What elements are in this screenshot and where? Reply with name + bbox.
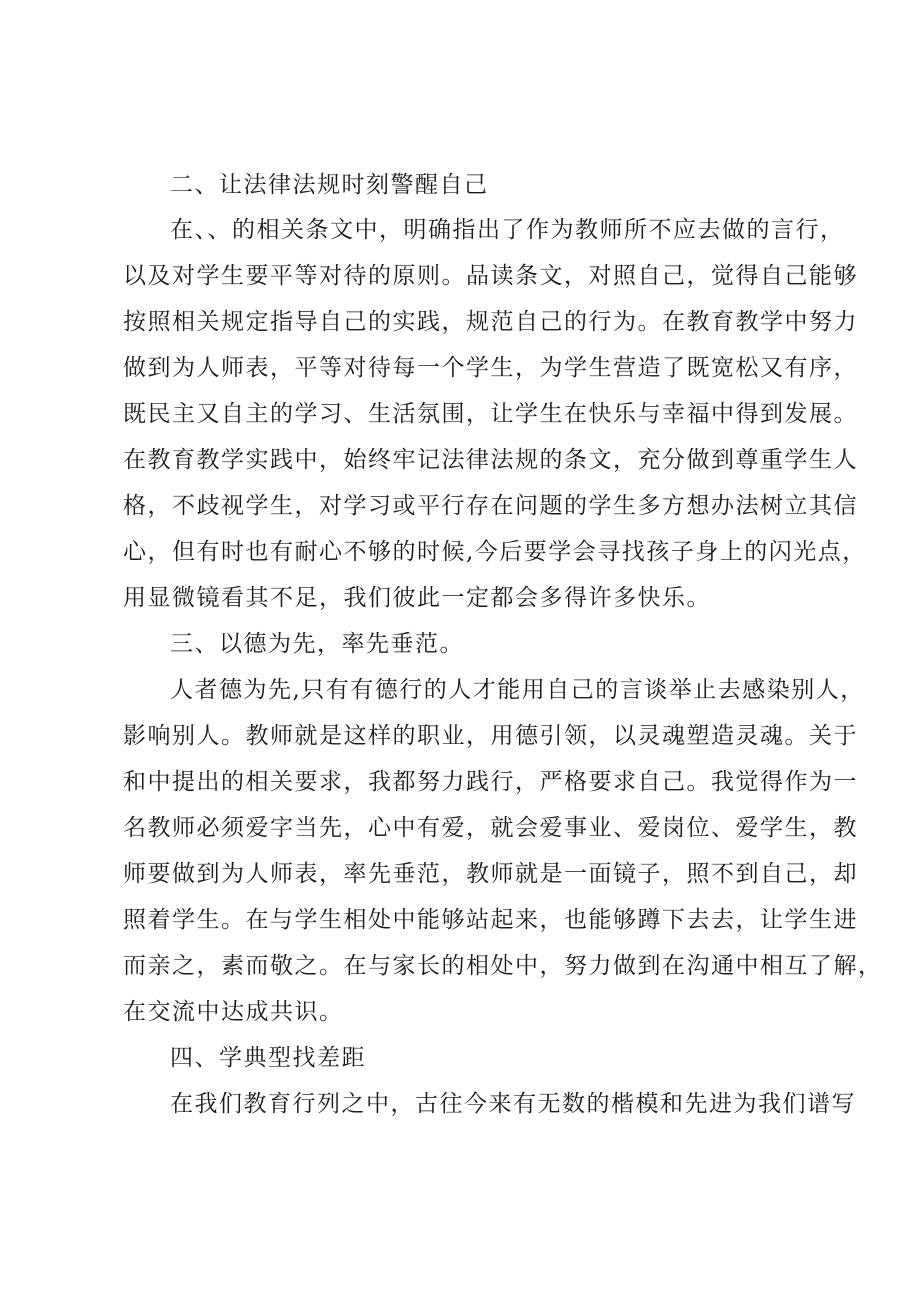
paragraph-line: 照着学生。在与学生相处中能够站起来，也能够蹲下去去，让学生进 <box>123 907 858 933</box>
section-heading-2: 二、让法律法规时刻警醒自己 <box>170 172 489 198</box>
paragraph-line: 做到为人师表，平等对待每一个学生，为学生营造了既宽松又有序， <box>123 355 858 381</box>
paragraph-line: 影响别人。教师就是这样的职业，用德引领，以灵魂塑造灵魂。关于 <box>123 723 858 749</box>
section-heading-3: 三、以德为先，率先垂范。 <box>170 631 464 657</box>
paragraph-line: 在、、的相关条文中，明确指出了作为教师所不应去做的言行， <box>170 217 845 243</box>
paragraph-line: 在交流中达成共识。 <box>123 999 344 1025</box>
paragraph-line: 在我们教育行列之中，古往今来有无数的楷模和先进为我们谱写 <box>170 1091 856 1117</box>
paragraph-line: 以及对学生要平等对待的原则。品读条文，对照自己，觉得自己能够 <box>123 263 858 289</box>
section-heading-4: 四、学典型找差距 <box>170 1045 366 1071</box>
paragraph-line: 人者德为先,只有有德行的人才能用自己的言谈举止去感染别人， <box>170 677 865 703</box>
paragraph-line: 在教育教学实践中，始终牢记法律法规的条文，充分做到尊重学生人 <box>123 447 858 473</box>
paragraph-line: 名教师必须爱字当先，心中有爱，就会爱事业、爱岗位、爱学生，教 <box>123 815 858 841</box>
paragraph-line: 按照相关规定指导自己的实践，规范自己的行为。在教育教学中努力 <box>123 309 858 335</box>
paragraph-line: 既民主又自主的学习、生活氛围，让学生在快乐与幸福中得到发展。 <box>123 401 858 427</box>
paragraph-line: 而亲之，素而敬之。在与家长的相处中，努力做到在沟通中相互了解， <box>123 953 883 979</box>
paragraph-line: 师要做到为人师表，率先垂范，教师就是一面镜子，照不到自己，却 <box>123 861 858 887</box>
paragraph-line: 格，不歧视学生，对学习或平行存在问题的学生多方想办法树立其信 <box>123 493 858 519</box>
paragraph-line: 和中提出的相关要求，我都努力践行，严格要求自己。我觉得作为一 <box>123 769 858 795</box>
paragraph-line: 心，但有时也有耐心不够的时候,今后要学会寻找孩子身上的闪光点， <box>123 539 867 565</box>
paragraph-line: 用显微镜看其不足，我们彼此一定都会多得许多快乐。 <box>123 585 711 611</box>
